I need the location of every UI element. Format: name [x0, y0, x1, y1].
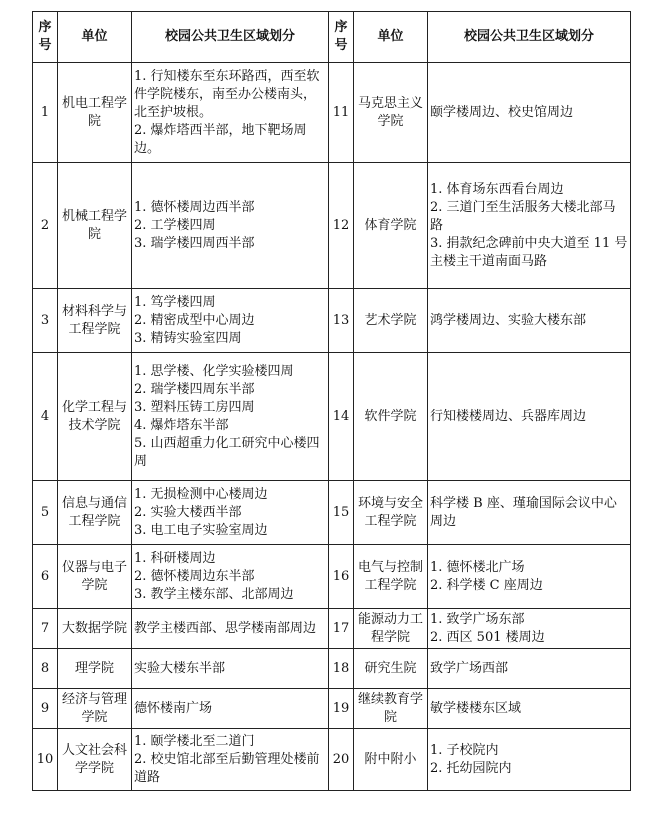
area-line: 1. 德怀楼周边西半部	[134, 199, 255, 215]
unit-name: 环境与安全工程学院	[354, 481, 428, 545]
area-line: 1. 致学广场东部	[430, 611, 525, 627]
row-number: 20	[329, 729, 354, 791]
area-description	[428, 63, 631, 163]
unit-name: 软件学院	[354, 353, 428, 481]
area-description	[132, 545, 329, 609]
header-area-right: 校园公共卫生区域划分	[428, 12, 631, 63]
area-line: 3. 瑞学楼四周西半部	[134, 235, 255, 251]
unit-name: 马克思主义学院	[354, 63, 428, 163]
area-line: 1. 颐学楼北至二道门	[134, 733, 255, 749]
area-line: 2. 德怀楼周边东半部	[134, 568, 255, 584]
unit-name: 艺术学院	[354, 289, 428, 353]
area-description	[132, 649, 329, 689]
unit-name: 附中附小	[354, 729, 428, 791]
area-line: 德怀楼南广场	[134, 700, 213, 716]
unit-name: 体育学院	[354, 163, 428, 289]
area-line: 2. 西区 501 楼周边	[430, 629, 545, 645]
area-line: 3. 教学主楼东部、北部周边	[134, 586, 294, 602]
row-number: 1	[33, 63, 58, 163]
area-line: 3. 塑料压铸工房四周	[134, 399, 255, 415]
area-line: 实验大楼东半部	[134, 660, 226, 676]
unit-name: 能源动力工程学院	[354, 609, 428, 649]
area-description	[132, 729, 329, 791]
table-row	[33, 289, 631, 353]
area-description	[132, 353, 329, 481]
row-number: 6	[33, 545, 58, 609]
row-number: 17	[329, 609, 354, 649]
area-description	[132, 163, 329, 289]
area-description	[132, 481, 329, 545]
area-line: 颐学楼周边、校史馆周边	[430, 104, 574, 120]
unit-name: 材料科学与工程学院	[58, 289, 132, 353]
unit-name: 研究生院	[354, 649, 428, 689]
table-row	[33, 545, 631, 609]
area-line: 2. 托幼园院内	[430, 760, 512, 776]
unit-name: 仪器与电子学院	[58, 545, 132, 609]
row-number: 3	[33, 289, 58, 353]
area-description	[428, 289, 631, 353]
row-number: 11	[329, 63, 354, 163]
area-description	[428, 545, 631, 609]
row-number: 18	[329, 649, 354, 689]
area-description	[132, 289, 329, 353]
area-line: 1. 科研楼周边	[134, 550, 216, 566]
area-line: 2. 瑞学楼四周东半部	[134, 381, 255, 397]
table-header-row	[33, 12, 631, 63]
unit-name: 电气与控制工程学院	[354, 545, 428, 609]
public-health-area-table	[32, 11, 631, 791]
area-line: 2. 工学楼四周	[134, 217, 216, 233]
unit-name: 大数据学院	[58, 609, 132, 649]
table-row	[33, 689, 631, 729]
area-line: 1. 思学楼、化学实验楼四周	[134, 363, 294, 379]
area-line: 4. 爆炸塔东半部	[134, 417, 229, 433]
unit-name: 继续教育学院	[354, 689, 428, 729]
header-unit-right: 单位	[354, 12, 428, 63]
row-number: 12	[329, 163, 354, 289]
row-number: 13	[329, 289, 354, 353]
row-number: 7	[33, 609, 58, 649]
area-line: 2. 校史馆北部至后勤管理处楼前道路	[134, 751, 320, 785]
area-line: 3. 捐款纪念碑前中央大道至 11 号主楼主干道南面马路	[430, 235, 628, 269]
table-row	[33, 63, 631, 163]
area-line: 教学主楼西部、思学楼南部周边	[134, 620, 317, 636]
unit-name: 经济与管理学院	[58, 689, 132, 729]
header-area: 校园公共卫生区域划分	[132, 12, 329, 63]
area-description	[428, 609, 631, 649]
row-number: 15	[329, 481, 354, 545]
area-line: 1. 体育场东西看台周边	[430, 181, 564, 197]
area-line: 致学广场西部	[430, 660, 509, 676]
table-row	[33, 609, 631, 649]
area-line: 1. 子校院内	[430, 742, 499, 758]
area-description	[132, 689, 329, 729]
row-number: 4	[33, 353, 58, 481]
area-line: 2. 实验大楼西半部	[134, 504, 242, 520]
unit-name: 化学工程与技术学院	[58, 353, 132, 481]
area-description	[428, 689, 631, 729]
area-line: 2. 科学楼 C 座周边	[430, 577, 543, 593]
area-line: 5. 山西超重力化工研究中心楼四周	[134, 435, 320, 469]
table-body	[33, 63, 631, 791]
area-line: 1. 无损检测中心楼周边	[134, 486, 268, 502]
area-description	[428, 649, 631, 689]
row-number: 5	[33, 481, 58, 545]
header-unit: 单位	[58, 12, 132, 63]
row-number: 10	[33, 729, 58, 791]
unit-name: 人文社会科学学院	[58, 729, 132, 791]
unit-name: 理学院	[58, 649, 132, 689]
row-number: 2	[33, 163, 58, 289]
header-seq: 序号	[33, 12, 58, 63]
area-description	[132, 609, 329, 649]
area-line: 2. 三道门至生活服务大楼北部马路	[430, 199, 616, 233]
area-description	[428, 729, 631, 791]
table-row	[33, 353, 631, 481]
table-row	[33, 729, 631, 791]
header-seq-right: 序号	[329, 12, 354, 63]
unit-name: 机械工程学院	[58, 163, 132, 289]
area-line: 1. 德怀楼北广场	[430, 559, 525, 575]
unit-name: 信息与通信工程学院	[58, 481, 132, 545]
table-row	[33, 649, 631, 689]
row-number: 19	[329, 689, 354, 729]
area-line: 行知楼楼周边、兵器库周边	[430, 408, 587, 424]
area-line: 1. 笃学楼四周	[134, 294, 216, 310]
row-number: 14	[329, 353, 354, 481]
row-number: 8	[33, 649, 58, 689]
table-row	[33, 163, 631, 289]
area-description	[428, 163, 631, 289]
area-description	[428, 353, 631, 481]
row-number: 16	[329, 545, 354, 609]
area-line: 敏学楼楼东区域	[430, 700, 522, 716]
area-line: 科学楼 B 座、瑾瑜国际会议中心周边	[430, 495, 617, 529]
area-description	[132, 63, 329, 163]
area-line: 2. 精密成型中心周边	[134, 312, 255, 328]
area-line: 3. 精铸实验室四周	[134, 330, 242, 346]
area-line: 2. 爆炸塔西半部，地下靶场周边。	[134, 122, 307, 156]
area-description	[428, 481, 631, 545]
area-line: 鸿学楼周边、实验大楼东部	[430, 312, 587, 328]
row-number: 9	[33, 689, 58, 729]
table-row	[33, 481, 631, 545]
area-line: 1. 行知楼东至东环路西，西至软件学院楼东，南至办公楼南头，北至护坡根。	[134, 68, 320, 120]
area-line: 3. 电工电子实验室周边	[134, 522, 268, 538]
unit-name: 机电工程学院	[58, 63, 132, 163]
